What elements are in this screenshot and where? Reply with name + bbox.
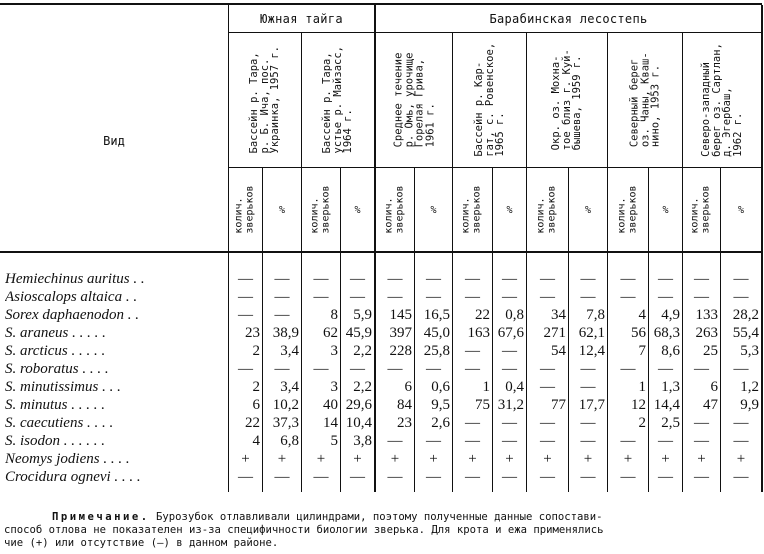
percent-cell: — — [658, 469, 673, 485]
percent-cell: — — [502, 343, 517, 359]
percent-column-header — [341, 172, 374, 248]
percent-cell: 67,6 — [497, 325, 524, 341]
percent-cell: 10,2 — [272, 397, 299, 413]
count-cell: 6 — [252, 397, 260, 413]
column-header-label: % — [278, 204, 286, 216]
count-cell: 47 — [703, 397, 718, 413]
count-cell: — — [313, 289, 329, 305]
column-header-label: колич. зверьков — [461, 184, 483, 234]
percent-cell: 68,3 — [653, 325, 680, 341]
percent-cell: 37,3 — [272, 415, 299, 431]
percent-cell: — — [426, 469, 441, 485]
percent-cell: — — [580, 361, 596, 377]
percent-cell: + — [736, 451, 746, 467]
count-cell: 22 — [475, 307, 490, 323]
count-cell: — — [387, 433, 403, 449]
percent-cell: — — [658, 289, 673, 305]
count-cell: — — [313, 361, 329, 377]
percent-column-header — [415, 172, 452, 248]
percent-cell: — — [580, 271, 596, 287]
count-cell: — — [620, 361, 636, 377]
count-cell: — — [313, 271, 329, 287]
site-header — [683, 36, 761, 164]
column-header-label: % — [662, 204, 669, 216]
percent-cell: — — [580, 379, 596, 395]
percent-column-header — [263, 172, 301, 248]
percent-cell: — — [502, 433, 517, 449]
percent-cell: 6,8 — [280, 433, 299, 449]
count-cell: — — [540, 289, 555, 305]
species-name: Neomys jodiens . . . . — [5, 451, 130, 467]
count-cell: — — [540, 271, 555, 287]
percent-cell: 31,2 — [497, 397, 524, 413]
site-header — [453, 36, 526, 164]
count-cell: — — [465, 271, 480, 287]
percent-cell: — — [274, 271, 290, 287]
percent-cell: + — [429, 451, 438, 467]
count-cell: — — [694, 361, 709, 377]
percent-cell: 55,4 — [732, 325, 759, 341]
count-cell: 3 — [330, 343, 338, 359]
percent-cell: — — [733, 289, 749, 305]
percent-cell: — — [426, 433, 441, 449]
percent-cell: — — [426, 361, 441, 377]
count-cell: + — [390, 451, 400, 467]
percent-cell: — — [733, 469, 749, 485]
percent-column-header — [649, 172, 682, 248]
column-header-label: колич. зверьков — [383, 184, 406, 234]
percent-cell: 16,5 — [423, 307, 450, 323]
site-header-label: Северный берег оз. Чаны, Кваш- нино, 1953 г. — [628, 52, 662, 148]
percent-cell: 9,9 — [740, 397, 759, 413]
percent-cell: — — [580, 289, 596, 305]
percent-cell: 45,0 — [423, 325, 450, 341]
percent-cell: — — [733, 361, 749, 377]
count-column-header — [683, 172, 720, 248]
column-header-label: % — [737, 204, 745, 216]
species-name: Sorex daphaenodon . . — [5, 307, 140, 323]
column-header-label: колич. зверьков — [309, 184, 332, 234]
count-cell: 84 — [397, 397, 412, 413]
percent-cell: — — [502, 469, 517, 485]
count-cell: 5 — [330, 433, 338, 449]
count-cell: 271 — [543, 325, 566, 341]
count-cell: — — [465, 469, 480, 485]
site-header-label: Бассейн р. Кар- гат, с. Ровенское, 1965 г. — [472, 43, 506, 157]
count-cell: — — [238, 289, 253, 305]
count-column-header — [527, 172, 568, 248]
count-cell: 75 — [475, 397, 490, 413]
percent-cell: 14,4 — [653, 397, 680, 413]
count-cell: 4 — [252, 433, 260, 449]
site-header-label: Среднее течение р. Омь, урочище Горелая Грива, 1961 г. — [392, 52, 436, 148]
count-cell: + — [697, 451, 706, 467]
percent-cell: 3,8 — [353, 433, 372, 449]
count-cell: 133 — [695, 307, 718, 323]
count-cell: 23 — [245, 325, 260, 341]
count-cell: — — [465, 343, 480, 359]
percent-cell: 38,9 — [272, 325, 299, 341]
count-cell: — — [465, 433, 480, 449]
count-cell: — — [620, 433, 636, 449]
count-column-header — [453, 172, 492, 248]
species-name: Asioscalops altaica . . — [5, 289, 138, 305]
count-cell: — — [313, 469, 329, 485]
site-header — [527, 36, 607, 164]
count-column-header — [608, 172, 648, 248]
count-cell: + — [468, 451, 477, 467]
count-cell: 8 — [330, 307, 338, 323]
percent-cell: 62,1 — [578, 325, 605, 341]
count-cell: — — [387, 289, 403, 305]
count-cell: — — [694, 415, 709, 431]
percent-cell: + — [661, 451, 670, 467]
count-cell: — — [465, 289, 480, 305]
percent-cell: 1,3 — [661, 379, 680, 395]
site-header-label: Северо-западный берег оз. Сартлан, д. Эгербаш, 1962 г. — [700, 43, 744, 157]
percent-cell: 0,6 — [431, 379, 450, 395]
count-cell: 56 — [631, 325, 646, 341]
count-cell: 22 — [245, 415, 260, 431]
column-header-label: колич. зверьков — [234, 184, 256, 234]
percent-cell: + — [277, 451, 287, 467]
percent-cell: 12,4 — [578, 343, 605, 359]
percent-cell: — — [426, 271, 441, 287]
count-cell: 7 — [638, 343, 646, 359]
species-name: S. arcticus . . . . . — [5, 343, 106, 359]
count-cell: — — [694, 469, 709, 485]
percent-cell: — — [733, 415, 749, 431]
percent-cell: — — [580, 469, 596, 485]
percent-cell: 5,3 — [740, 343, 759, 359]
percent-cell: — — [658, 361, 673, 377]
count-cell: — — [387, 271, 403, 287]
species-name: S. isodon . . . . . . — [5, 433, 106, 449]
count-cell: 40 — [323, 397, 338, 413]
count-cell: — — [465, 415, 480, 431]
count-cell: — — [387, 469, 403, 485]
count-cell: — — [465, 361, 480, 377]
percent-cell: 25,8 — [423, 343, 450, 359]
percent-cell: 0,4 — [505, 379, 524, 395]
count-cell: 77 — [551, 397, 566, 413]
percent-cell: + — [353, 451, 362, 467]
count-cell: — — [238, 307, 253, 323]
count-cell: — — [620, 289, 636, 305]
column-header-label: колич. зверьков — [536, 184, 558, 234]
percent-cell: 17,7 — [578, 397, 605, 413]
count-cell: — — [387, 361, 403, 377]
count-column-header — [376, 172, 414, 248]
count-cell: 1 — [482, 379, 490, 395]
site-header-label: Бассейн р. Тара, р. Б. Ича, пос. Украинка, 1957 г. — [248, 46, 282, 154]
count-cell: — — [238, 271, 253, 287]
percent-cell: 1,2 — [740, 379, 759, 395]
count-cell: 2 — [252, 343, 260, 359]
count-cell: 263 — [695, 325, 718, 341]
column-header-label: % — [506, 204, 513, 216]
count-cell: 163 — [467, 325, 490, 341]
percent-cell: — — [733, 433, 749, 449]
count-cell: + — [316, 451, 326, 467]
site-header — [229, 36, 301, 164]
count-cell: 25 — [703, 343, 718, 359]
column-header-label: % — [430, 204, 437, 216]
count-cell: 145 — [389, 307, 412, 323]
note-label: Примечание. — [52, 511, 150, 523]
percent-cell: 7,8 — [586, 307, 605, 323]
percent-cell: 28,2 — [732, 307, 759, 323]
percent-column-header — [721, 172, 761, 248]
percent-cell: 2,5 — [661, 415, 680, 431]
site-header-label: Окр. оз. Мохна- тое близ г. Куй- бышева, 1959 г. — [550, 49, 584, 151]
percent-cell: — — [350, 289, 365, 305]
count-column-header — [229, 172, 262, 248]
table-note-line-2: способ отлова не показателен из-за специфичности биологии зверька. Для крота и ежа применялись — [4, 524, 604, 536]
percent-cell: 45,9 — [345, 325, 372, 341]
note-line-1: Бурозубок отлавливали цилиндрами, поэтому полученные данные сопостави- — [149, 511, 603, 523]
count-column-header — [302, 172, 340, 248]
percent-column-header — [493, 172, 526, 248]
percent-cell: 4,9 — [661, 307, 680, 323]
species-column-header: Вид — [103, 134, 125, 148]
percent-cell: 2,6 — [431, 415, 450, 431]
percent-cell: — — [426, 289, 441, 305]
percent-cell: 2,2 — [353, 343, 372, 359]
count-cell: — — [540, 469, 555, 485]
column-header-label: % — [584, 204, 592, 216]
species-name: S. minutissimus . . . — [5, 379, 121, 395]
count-cell: 6 — [710, 379, 718, 395]
count-cell: 2 — [252, 379, 260, 395]
region-header-south-taiga: Южная тайга — [260, 12, 343, 26]
count-cell: — — [540, 433, 555, 449]
count-cell: — — [238, 361, 253, 377]
count-cell: 3 — [330, 379, 338, 395]
percent-cell: 9,5 — [431, 397, 450, 413]
count-cell: 62 — [323, 325, 338, 341]
percent-cell: — — [580, 415, 596, 431]
percent-cell: — — [658, 433, 673, 449]
table-right-border — [761, 5, 763, 492]
percent-cell: 3,4 — [280, 379, 299, 395]
percent-column-header — [569, 172, 607, 248]
percent-cell: 5,9 — [353, 307, 372, 323]
percent-cell: — — [502, 361, 517, 377]
percent-cell: — — [502, 271, 517, 287]
percent-cell: 2,2 — [353, 379, 372, 395]
species-name: Hemiechinus auritus . . — [5, 271, 145, 287]
percent-cell: + — [583, 451, 593, 467]
percent-cell: 29,6 — [345, 397, 372, 413]
count-cell: — — [620, 469, 636, 485]
table-note — [4, 511, 762, 523]
count-cell: — — [620, 271, 636, 287]
percent-cell: — — [350, 361, 365, 377]
percent-cell: 10,4 — [345, 415, 372, 431]
column-header-label: колич. зверьков — [616, 184, 639, 234]
count-cell: — — [238, 469, 253, 485]
percent-cell: — — [350, 469, 365, 485]
percent-cell: — — [274, 361, 290, 377]
percent-cell: — — [502, 415, 517, 431]
table-top-rule — [0, 3, 762, 5]
count-cell: — — [540, 361, 555, 377]
count-cell: 228 — [389, 343, 412, 359]
site-header — [302, 36, 374, 164]
percent-cell: 0,8 — [505, 307, 524, 323]
species-name: S. roboratus . . . . — [5, 361, 109, 377]
count-cell: + — [623, 451, 633, 467]
species-name: Crocidura ognevi . . . . — [5, 469, 141, 485]
count-cell: 2 — [638, 415, 646, 431]
count-cell: 1 — [638, 379, 646, 395]
percent-cell: — — [580, 433, 596, 449]
count-cell: 397 — [389, 325, 412, 341]
percent-cell: 8,6 — [661, 343, 680, 359]
count-cell: — — [540, 415, 555, 431]
percent-cell: — — [274, 469, 290, 485]
count-cell: 4 — [638, 307, 646, 323]
percent-cell: — — [274, 307, 290, 323]
percent-cell: — — [502, 289, 517, 305]
percent-cell: 3,4 — [280, 343, 299, 359]
count-cell: — — [694, 289, 709, 305]
species-name: S. caecutiens . . . . — [5, 415, 114, 431]
percent-cell: — — [658, 271, 673, 287]
count-cell: + — [543, 451, 552, 467]
species-name: S. araneus . . . . . — [5, 325, 106, 341]
percent-cell: + — [505, 451, 514, 467]
species-name: S. minutus . . . . . — [5, 397, 106, 413]
site-header — [376, 36, 452, 164]
count-cell: 23 — [397, 415, 412, 431]
percent-cell: — — [274, 289, 290, 305]
site-header — [608, 36, 682, 164]
table-note-line-3: чие (+) или отсутствие (—) в данном районе. — [4, 537, 279, 549]
count-cell: — — [694, 271, 709, 287]
count-cell: 54 — [551, 343, 566, 359]
count-cell: — — [540, 379, 555, 395]
count-cell: 14 — [323, 415, 338, 431]
column-header-label: % — [354, 204, 361, 216]
count-cell: 12 — [631, 397, 646, 413]
count-cell: — — [694, 433, 709, 449]
site-header-label: Бассейн р. Тара, устье р. Майзасс, 1964 г. — [321, 46, 355, 154]
count-cell: + — [241, 451, 250, 467]
count-cell: 34 — [551, 307, 566, 323]
percent-cell: — — [350, 271, 365, 287]
region-header-baraba-forest-steppe: Барабинская лесостепь — [489, 12, 648, 26]
column-header-label: колич. зверьков — [690, 184, 712, 234]
percent-cell: — — [733, 271, 749, 287]
count-cell: 6 — [404, 379, 412, 395]
